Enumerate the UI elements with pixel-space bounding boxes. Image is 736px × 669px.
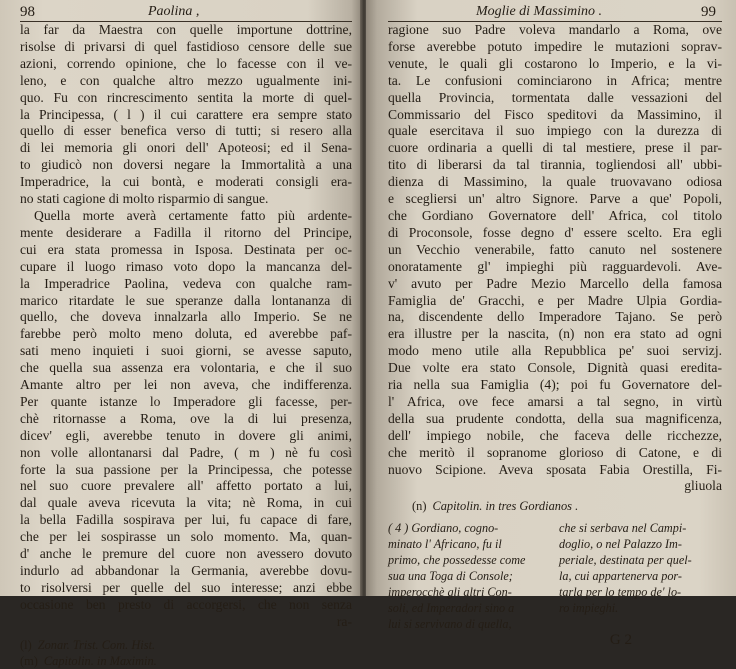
text-line: Imperadrice, la cui bontà, e moderati consigli era- — [20, 174, 352, 190]
footnote-mark: (m) — [20, 653, 38, 668]
text-line: era illustre per la nascita, (n) non era stato ad ogni — [388, 326, 722, 342]
text-line: che Gordiano Governatore dell' Africa, col titolo — [388, 207, 722, 223]
right-page — [366, 0, 736, 649]
text-line: Famiglia de' Gracchi, e per Madre Ulpia Gordia- — [388, 292, 722, 308]
text-line: quello di esser benefica verso di tutti; si resero alla — [20, 123, 352, 139]
text-line: ria nella sua Famiglia (4); poi fu Governatore del- — [388, 377, 722, 393]
text-line: la, cui appartenerva por- — [559, 569, 682, 584]
text-line: ragione suo Padre voleva mandarlo a Roma, ove — [388, 22, 722, 37]
text-line: farebbe però molto meno doluta, ed averebbe paf- — [20, 326, 352, 342]
text-line: sua una Toga di Console; — [388, 569, 513, 584]
text-line: che si serbava nel Campi- — [559, 521, 687, 536]
text-line: Quella morte averà certamente fatto più ardente- — [34, 207, 352, 223]
text-line: dal quale aveva ricevuta la vita; nè Roma, in cui — [20, 495, 352, 511]
text-line: nel suo cuore prevalere all' affetto portato a lui, — [20, 478, 352, 494]
footnote-mark: (n) — [412, 499, 427, 514]
right-page-text — [388, 22, 722, 495]
text-line: leno, e con qualche altro mezzo ugualmente ini- — [20, 72, 352, 88]
left-footnotes — [20, 637, 352, 669]
text-line: di Proconsole, fosse degno d' essere scelto. Era egli — [388, 224, 722, 240]
text-line: Commissario del Fisco speditovi da Massimino, il — [388, 106, 722, 122]
text-line: v' avuto per Padre Mezio Marcello della famosa — [388, 275, 722, 291]
text-line: periale, destinata per quel- — [559, 553, 692, 568]
text-line: un Vecchio venerabile, fatto canuto nel sostenere — [388, 241, 722, 257]
text-line: che meritò il sopranome glorioso di Catone, e di — [388, 444, 722, 460]
text-line: Due volte era stato Console, Dignità quasi eredita- — [388, 360, 722, 376]
text-line: marico ritardate le sue speranze dalla lontananza di — [20, 292, 352, 308]
text-line: to risolversi per quelle del suo interesse; anzi ebbe — [20, 579, 352, 595]
text-line: lui si servivano di quella, — [388, 617, 512, 632]
text-line: Amante altro per lei non aveva, che indifferenza. — [20, 377, 352, 393]
text-line: onoratamente gl' impieghi più ragguardevoli. Ave- — [388, 258, 722, 274]
text-line: mente desiderare a Fadilla il ritorno del Principe, — [20, 224, 352, 240]
text-line: quo. Fu con rincrescimento sentita la morte di quel- — [20, 89, 352, 105]
text-line: modo meno utile alla Repubblica pe' suoi servizj. — [388, 343, 722, 359]
text-line: che per lei sospirasse un solo momento. Ma, quan- — [20, 529, 352, 545]
text-line: occasione ben presto di accorgersi, che non senza — [20, 596, 352, 612]
text-line: ( 4 ) Gordiano, cogno- — [388, 521, 499, 536]
footnote — [20, 637, 352, 653]
text-line: non volle allontanarsi dal Padre, ( m ) nè fu così — [20, 444, 352, 460]
text-line: azioni, correndo opinione, che lo facesse con il ve- — [20, 55, 352, 71]
text-line: quale esercitava il suo impiego con la durezza di — [388, 123, 722, 139]
text-line: tarla per lo tempo de' lo- — [559, 585, 682, 600]
text-line: nuovo Scipione. Aveva sposata Fabia Orestilla, Fi- — [388, 461, 722, 477]
text-line: sati meno inquieti i suoi giorni, se avesse saputo, — [20, 343, 352, 359]
text-line: che quella sua assenza era volontaria, e che il suo — [20, 360, 352, 376]
text-line: chè ritornasse a Roma, ove la di lui presenza, — [20, 410, 352, 426]
signature-mark: G 2 — [609, 632, 632, 649]
text-line: to giudicò non doversi negare la Immortalità a una — [20, 157, 352, 173]
text-line: no stati cagione di molto risparmio di sangue. — [20, 191, 269, 207]
footnote-mark: (l) — [20, 637, 32, 652]
left-page-number: 98 — [20, 4, 35, 20]
right-page-number: 99 — [701, 4, 716, 20]
text-line: quello, che doveva innalzarla allo Imperio. Se ne — [20, 309, 352, 325]
note-4 — [388, 520, 722, 632]
text-line: ro impieghi. — [559, 601, 619, 616]
note-4-column-right — [559, 520, 722, 632]
text-line: l' Africa, ove fece amarsi a tal segno, in virtù — [388, 393, 722, 409]
text-line: della sua prudente condotta, della sua magnificenza, — [388, 410, 722, 426]
header-rule — [20, 21, 352, 22]
text-line: cupare il luogo rimaso voto dopo la mancanza del- — [20, 258, 352, 274]
left-page-header — [20, 4, 352, 22]
text-line: imperocchè gli altri Con- — [388, 585, 512, 600]
text-line: di lei memoria gli onori dell' Apoteosi; ed il Sena- — [20, 140, 352, 156]
text-line: d' anche le premure del cuore non avessero dovuto — [20, 546, 352, 562]
right-running-title: Moglie di Massimino . — [476, 4, 602, 19]
text-line: la bella Fadilla sospirava per lui, fu capace di fare, — [20, 512, 352, 528]
text-line: forte la sua passione per la Principessa, che potesse — [20, 461, 352, 477]
text-line: la far da Maestra con quelle importune dottrine, — [20, 22, 352, 37]
text-line: cuore ordinaria a quelli di tal mestiere, prese il par- — [388, 140, 722, 156]
text-line: cui era stata promessa in Isposa. Destinata per oc- — [20, 241, 352, 257]
text-line: ra- — [336, 613, 352, 629]
text-line: primo, che possedesse come — [388, 553, 526, 568]
text-line: la Principessa, ( l ) il cui carattere era sempre stato — [20, 106, 352, 122]
text-line: gliuola — [684, 478, 722, 494]
text-line: forse averebbe potuto impedire le mutazioni soprav- — [388, 38, 722, 54]
text-line: la Imperadrice Paolina, vedeva con qualche ram- — [20, 275, 352, 291]
text-line: na, discendente dello Imperadore Tajano. Se però — [388, 309, 722, 325]
left-page — [0, 0, 362, 668]
text-line: dienza di Massimino, la quale truovavano odiosa — [388, 174, 722, 190]
text-line: dicev' egli, averebbe tenuto in dovere gli animi, — [20, 427, 352, 443]
note-4-column-left — [388, 520, 551, 632]
footnote-n — [388, 498, 722, 514]
text-line: dell' impiego nobile, che faceva delle ricchezze, — [388, 427, 722, 443]
text-line: soli, ed Imperadori sino a — [388, 601, 515, 616]
header-rule — [388, 21, 722, 22]
right-page-header — [388, 4, 722, 22]
text-line: doglio, o nel Palazzo Im- — [559, 537, 682, 552]
footnote-text: Capitolin. in tres Gordianos . — [432, 499, 579, 514]
text-line: indurlo ad abbandonar la Germania, averebbe dovu- — [20, 563, 352, 578]
left-page-text — [20, 22, 352, 631]
text-line: venute, le quali gli costarono lo Imperio, e la vi- — [388, 55, 722, 71]
footnote — [20, 653, 352, 669]
text-line: e scegliersi un' altro Signore. Parve a que' Popoli, — [388, 191, 722, 207]
text-line: minato l' Africano, fu il — [388, 537, 502, 552]
left-running-title: Paolina , — [148, 4, 200, 19]
footnote-text: Zonar. Trist. Com. Hist. — [37, 637, 156, 652]
text-line: Per quante istanze lo Imperadore gli facesse, per- — [20, 393, 352, 409]
text-line: tito di liberarsi da tal tirannia, togliendosi all' ubbi- — [388, 157, 722, 173]
text-line: ta. Le confusioni cominciarono in Africa; mentre — [388, 72, 722, 88]
footnote-text: Capitolin. in Maximin. — [43, 653, 157, 668]
text-line: quella Provincia, tormentata dalle vessazioni del — [388, 89, 722, 105]
text-line: risolse di privarsi di quel fastidioso censore delle sue — [20, 38, 352, 54]
